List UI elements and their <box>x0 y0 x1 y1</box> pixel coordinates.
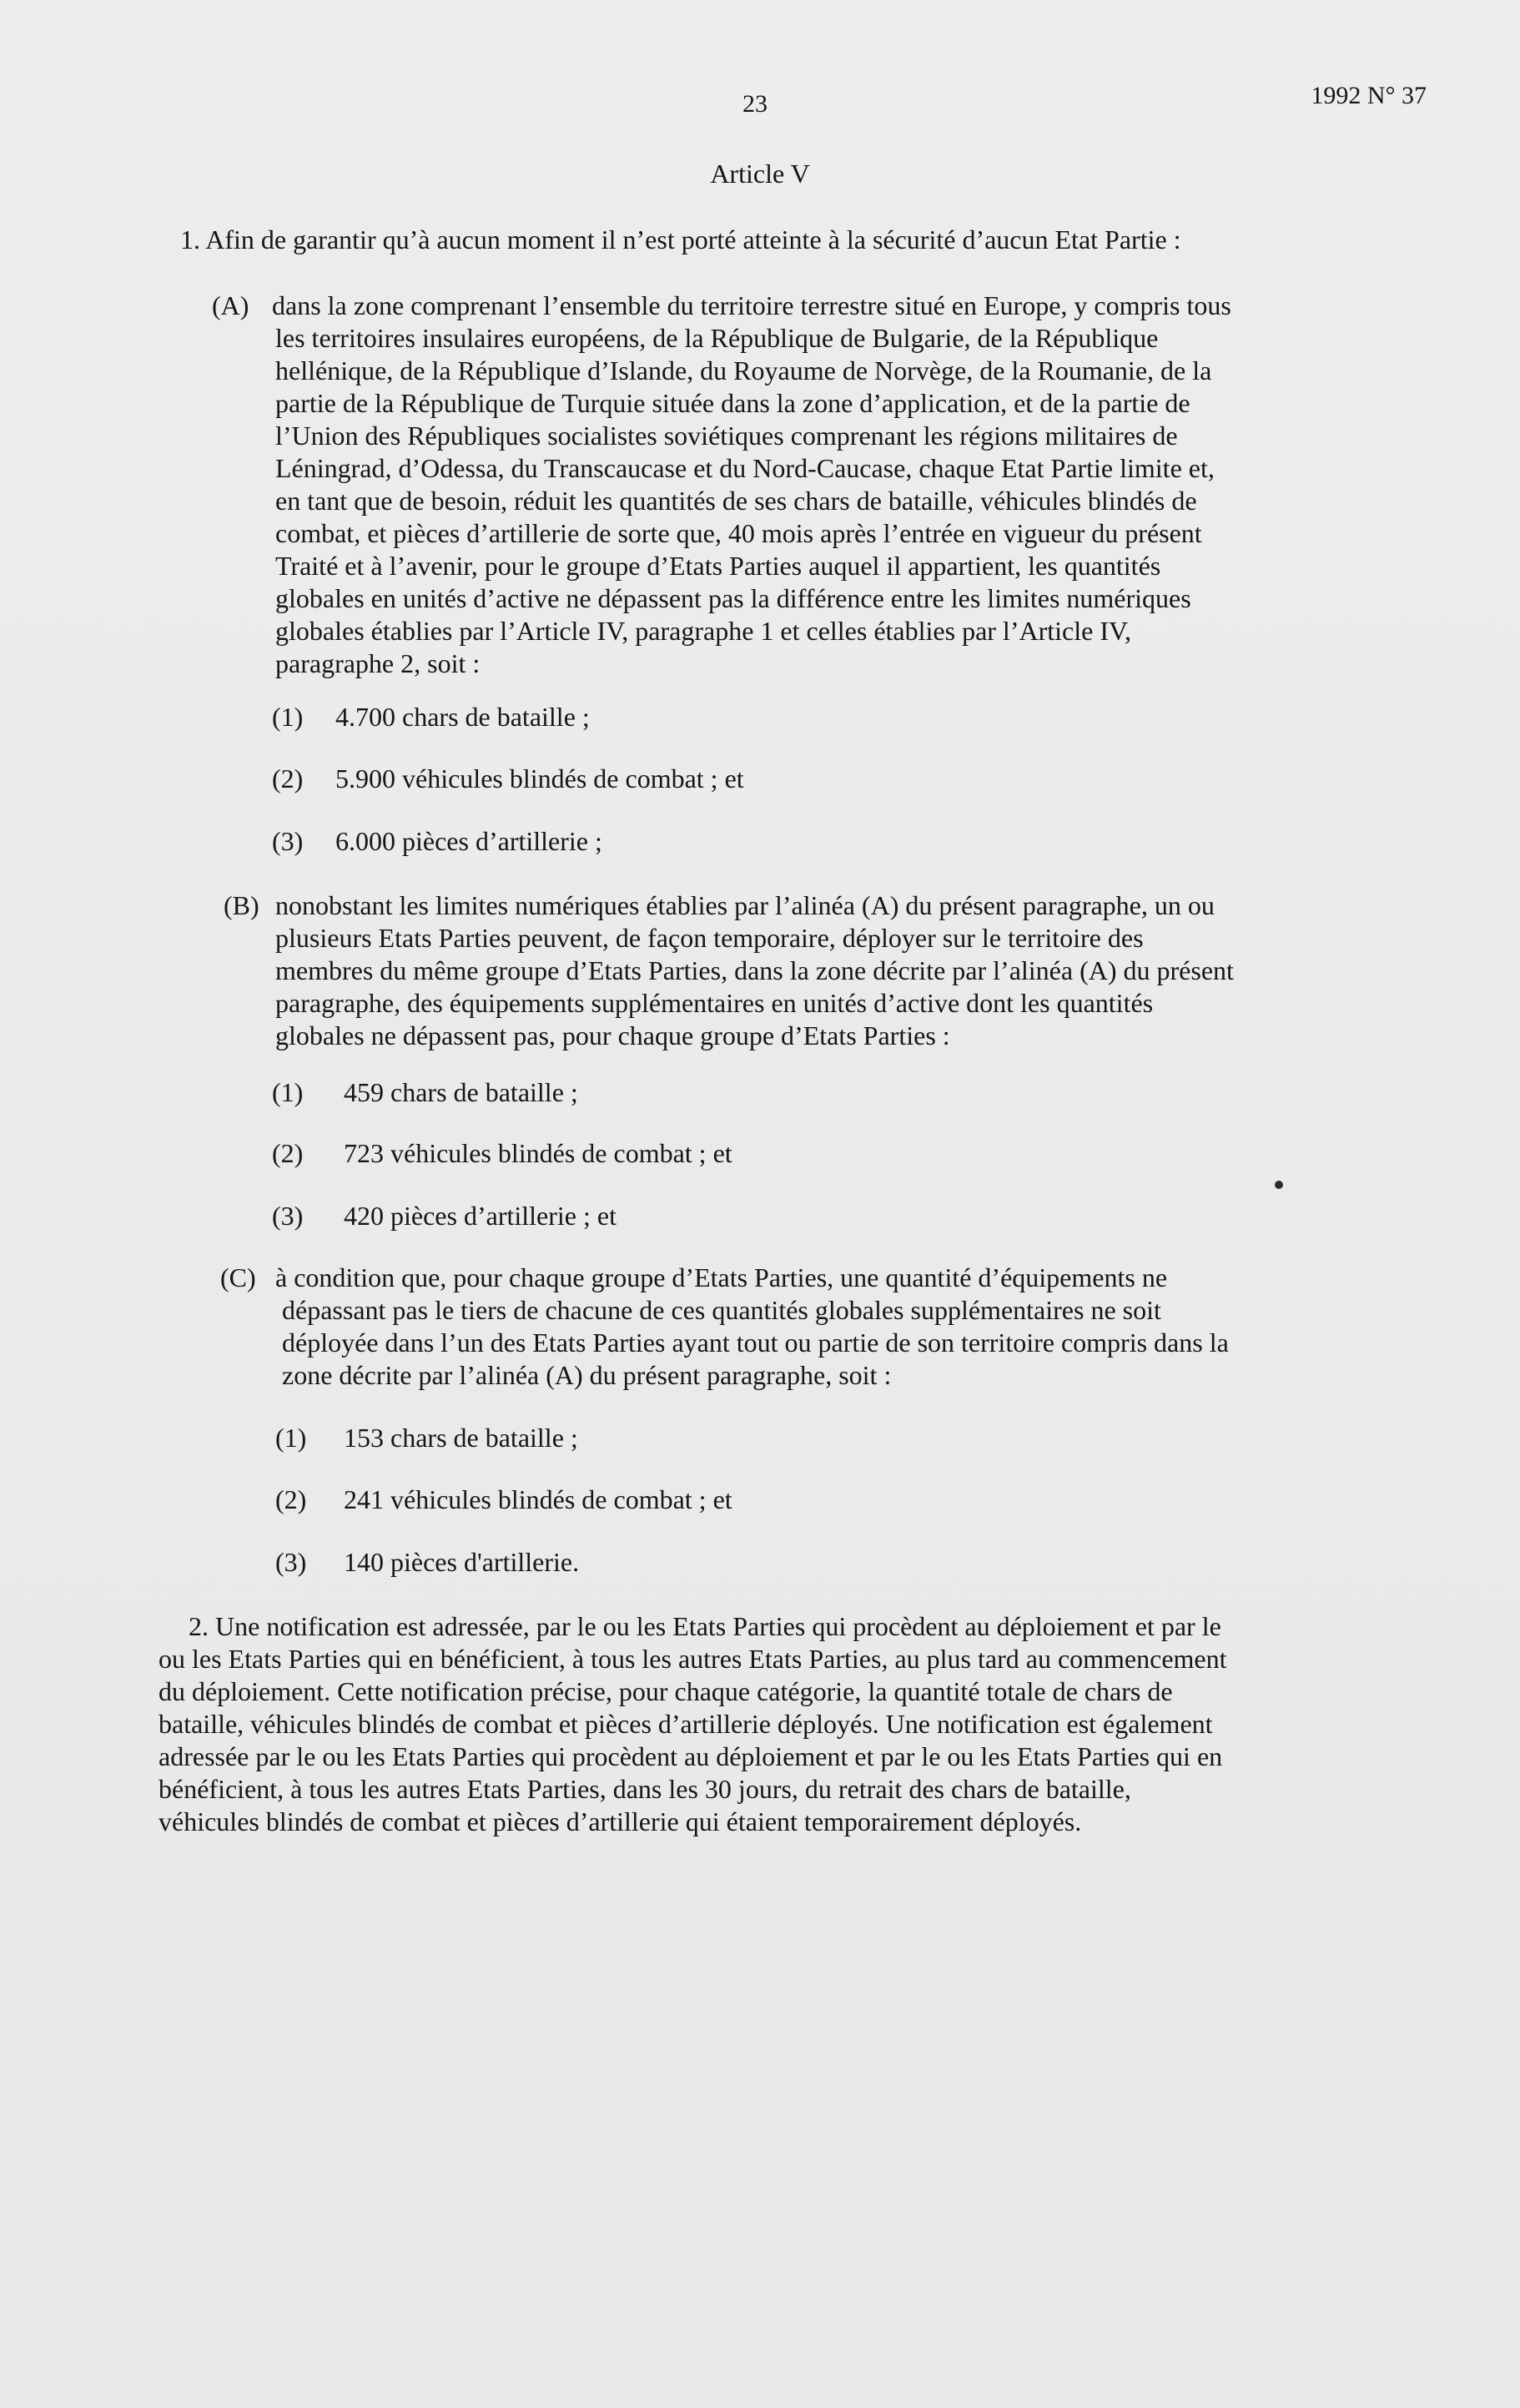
list-item-number: (1) <box>272 1077 304 1107</box>
subparagraph-a-line: les territoires insulaires européens, de la République de Bulgarie, de la République <box>275 323 1159 353</box>
subparagraph-b-line: globales ne dépassent pas, pour chaque groupe d’Etats Parties : <box>275 1020 950 1050</box>
list-item-number: (1) <box>272 702 304 732</box>
subparagraph-c-line: à condition que, pour chaque groupe d’Etats Parties, une quantité d’équipements ne <box>275 1262 1168 1292</box>
subparagraph-a-line: Léningrad, d’Odessa, du Transcaucase et du Nord-Caucase, chaque Etat Partie limite et, <box>275 453 1215 483</box>
list-item-text: 5.900 véhicules blindés de combat ; et <box>335 763 744 793</box>
paragraph-2-line: véhicules blindés de combat et pièces d’artillerie qui étaient temporairement déployés. <box>159 1806 1082 1836</box>
list-item-number: (2) <box>272 763 304 793</box>
paragraph-2-line: du déploiement. Cette notification précise, pour chaque catégorie, la quantité totale de chars de <box>159 1676 1173 1706</box>
paragraph-2-line: bataille, véhicules blindés de combat et pièces d’artillerie déployés. Une notification est également <box>159 1709 1213 1739</box>
list-item-number: (2) <box>275 1484 307 1514</box>
subparagraph-a-line: l’Union des Républiques socialistes soviétiques comprenant les régions militaires de <box>275 421 1178 451</box>
subparagraph-b-line: plusieurs Etats Parties peuvent, de façon temporaire, déployer sur le territoire des <box>275 923 1144 953</box>
page-number: 23 <box>742 90 768 118</box>
subparagraph-b-line: nonobstant les limites numériques établies par l’alinéa (A) du présent paragraphe, un ou <box>275 890 1215 920</box>
list-item-number: (3) <box>272 826 304 856</box>
document-reference: 1992 N° 37 <box>1311 82 1427 109</box>
subparagraph-b-label: (B) <box>224 890 259 920</box>
list-item-text: 420 pièces d’artillerie ; et <box>344 1201 617 1231</box>
subparagraph-b-line: membres du même groupe d’Etats Parties, dans la zone décrite par l’alinéa (A) du présent <box>275 955 1234 985</box>
paragraph-2-line: bénéficient, à tous les autres Etats Parties, dans les 30 jours, du retrait des chars de bataille, <box>159 1774 1131 1804</box>
subparagraph-a-line: globales établies par l’Article IV, paragraphe 1 et celles établies par l’Article IV, <box>275 616 1131 646</box>
list-item-number: (3) <box>275 1547 307 1577</box>
subparagraph-c-line: dépassant pas le tiers de chacune de ces quantités globales supplémentaires ne soit <box>282 1295 1161 1325</box>
subparagraph-a-line: Traité et à l’avenir, pour le groupe d’Etats Parties auquel il appartient, les quantités <box>275 551 1161 581</box>
list-item-number: (3) <box>272 1201 304 1231</box>
list-item-text: 459 chars de bataille ; <box>344 1077 578 1107</box>
paragraph-1-intro: 1. Afin de garantir qu’à aucun moment il n’est porté atteinte à la sécurité d’aucun Etat Partie : <box>180 224 1181 254</box>
list-item-text: 140 pièces d'artillerie. <box>344 1547 580 1577</box>
article-title: Article V <box>710 159 810 189</box>
subparagraph-c-line: déployée dans l’un des Etats Parties ayant tout ou partie de son territoire compris dans la <box>282 1327 1229 1358</box>
list-item-text: 723 véhicules blindés de combat ; et <box>344 1138 732 1168</box>
subparagraph-b-line: paragraphe, des équipements supplémentaires en unités d’active dont les quantités <box>275 988 1154 1018</box>
subparagraph-a-line: paragraphe 2, soit : <box>275 648 481 678</box>
list-item-number: (2) <box>272 1138 304 1168</box>
list-item-number: (1) <box>275 1423 307 1453</box>
subparagraph-a-line: combat, et pièces d’artillerie de sorte que, 40 mois après l’entrée en vigueur du présent <box>275 518 1202 548</box>
paragraph-2-line: ou les Etats Parties qui en bénéficient, à tous les autres Etats Parties, au plus tard au commencement <box>159 1644 1227 1674</box>
subparagraph-a-line: dans la zone comprenant l’ensemble du territoire terrestre situé en Europe, y compris tous <box>272 290 1231 320</box>
paragraph-2-line: 2. Une notification est adressée, par le ou les Etats Parties qui procèdent au déploiement et par le <box>189 1611 1221 1641</box>
paragraph-2-line: adressée par le ou les Etats Parties qui procèdent au déploiement et par le ou les Etats Parties qui en <box>159 1741 1223 1771</box>
subparagraph-c-label: (C) <box>220 1262 256 1292</box>
list-item-text: 6.000 pièces d’artillerie ; <box>335 826 602 856</box>
list-item-text: 4.700 chars de bataille ; <box>335 702 590 732</box>
subparagraph-a-line: en tant que de besoin, réduit les quantités de ses chars de bataille, véhicules blindés de <box>275 486 1197 516</box>
subparagraph-a-line: partie de la République de Turquie située dans la zone d’application, et de la partie de <box>275 388 1190 418</box>
list-item-text: 153 chars de bataille ; <box>344 1423 578 1453</box>
subparagraph-c-line: zone décrite par l’alinéa (A) du présent paragraphe, soit : <box>282 1360 892 1390</box>
subparagraph-a-label: (A) <box>212 290 249 320</box>
list-item-text: 241 véhicules blindés de combat ; et <box>344 1484 732 1514</box>
subparagraph-a-line: hellénique, de la République d’Islande, du Royaume de Norvège, de la Roumanie, de la <box>275 355 1212 385</box>
ink-dot-mark <box>1275 1181 1283 1189</box>
subparagraph-a-line: globales en unités d’active ne dépassent pas la différence entre les limites numériques <box>275 583 1191 613</box>
